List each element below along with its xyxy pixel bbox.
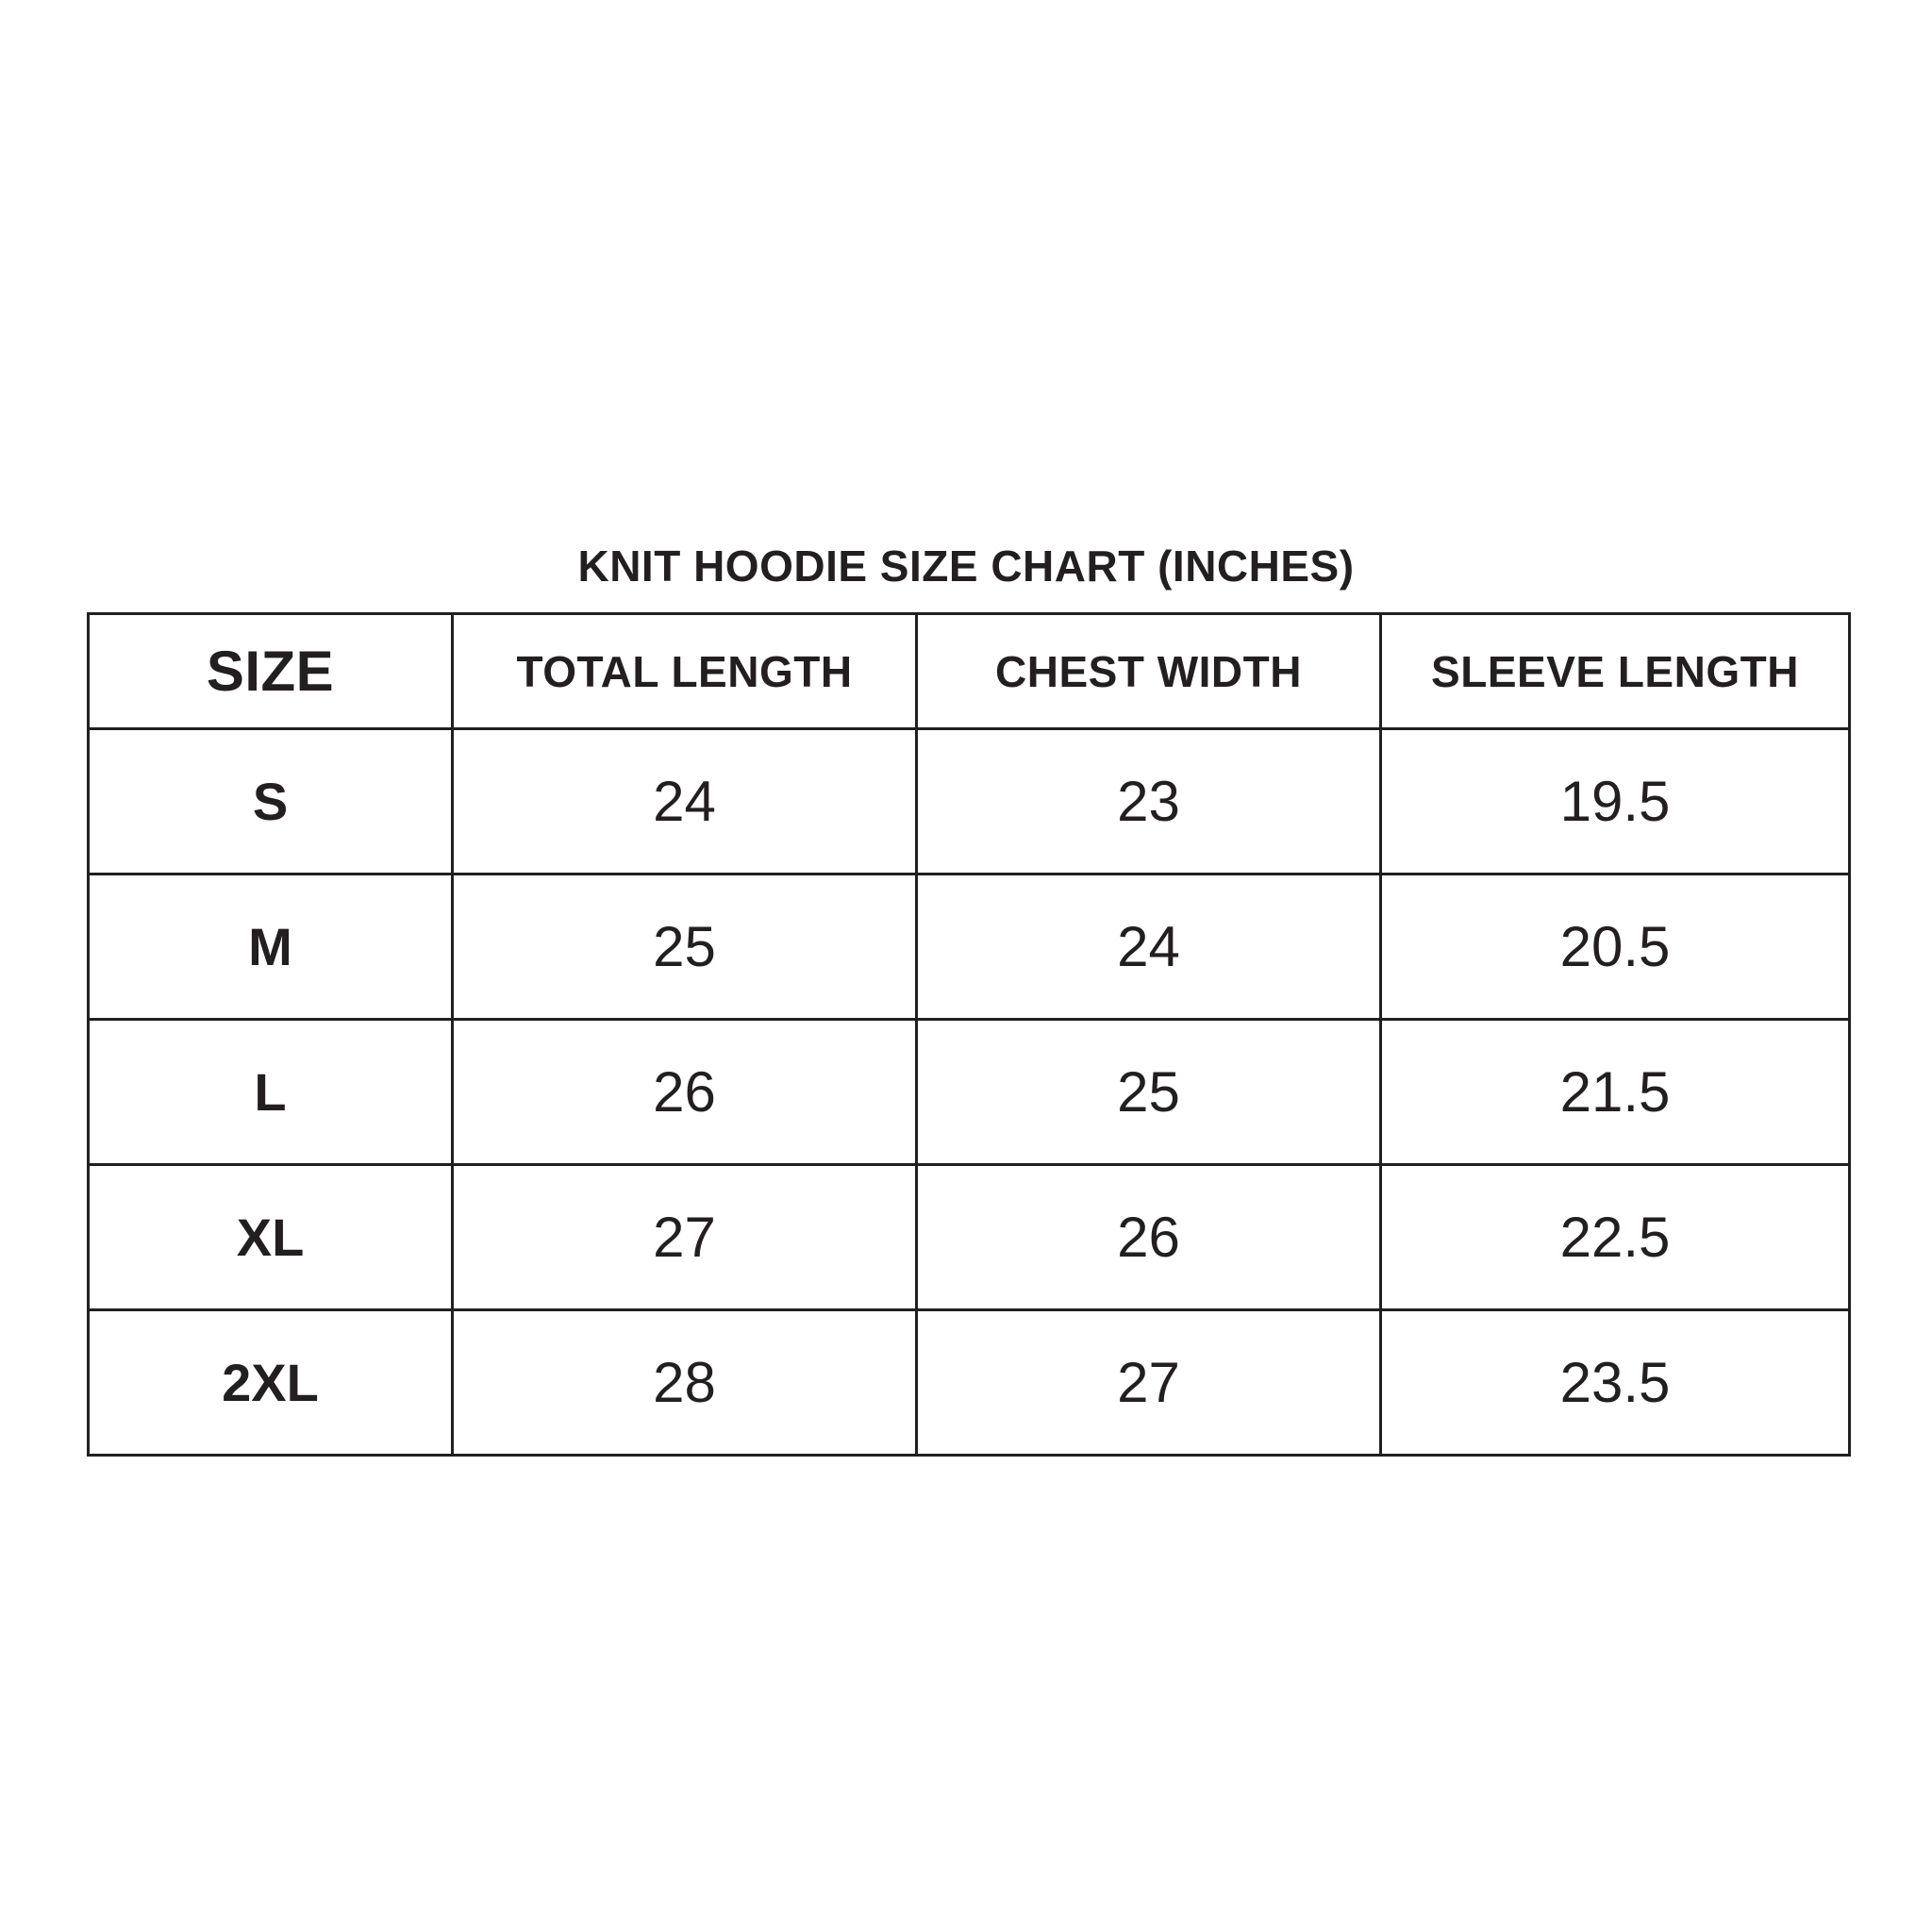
total-length-cell: 24: [453, 729, 917, 874]
sleeve-length-cell: 23.5: [1381, 1310, 1850, 1456]
sleeve-length-cell: 21.5: [1381, 1020, 1850, 1165]
table-row: [89, 1310, 1850, 1456]
header-total-length: TOTAL LENGTH: [453, 614, 917, 729]
header-row: [89, 614, 1850, 729]
sleeve-length-cell: 22.5: [1381, 1165, 1850, 1310]
size-chart-title: KNIT HOODIE SIZE CHART (INCHES): [577, 541, 1355, 591]
size-cell: 2XL: [89, 1310, 453, 1456]
chest-width-cell: 23: [917, 729, 1381, 874]
size-cell: M: [89, 874, 453, 1020]
chest-width-cell: 27: [917, 1310, 1381, 1456]
table-row: [89, 1165, 1850, 1310]
sleeve-length-cell: 20.5: [1381, 874, 1850, 1020]
size-chart-table: [87, 612, 1851, 1457]
header-chest-width: CHEST WIDTH: [917, 614, 1381, 729]
size-cell: XL: [89, 1165, 453, 1310]
total-length-cell: 26: [453, 1020, 917, 1165]
chest-width-cell: 25: [917, 1020, 1381, 1165]
table-row: [89, 874, 1850, 1020]
size-cell: L: [89, 1020, 453, 1165]
total-length-cell: 25: [453, 874, 917, 1020]
total-length-cell: 27: [453, 1165, 917, 1310]
header-size: SIZE: [89, 614, 453, 729]
chest-width-cell: 24: [917, 874, 1381, 1020]
size-cell: S: [89, 729, 453, 874]
sleeve-length-cell: 19.5: [1381, 729, 1850, 874]
header-sleeve-length: SLEEVE LENGTH: [1381, 614, 1850, 729]
table-row: [89, 729, 1850, 874]
total-length-cell: 28: [453, 1310, 917, 1456]
chest-width-cell: 26: [917, 1165, 1381, 1310]
table-row: [89, 1020, 1850, 1165]
